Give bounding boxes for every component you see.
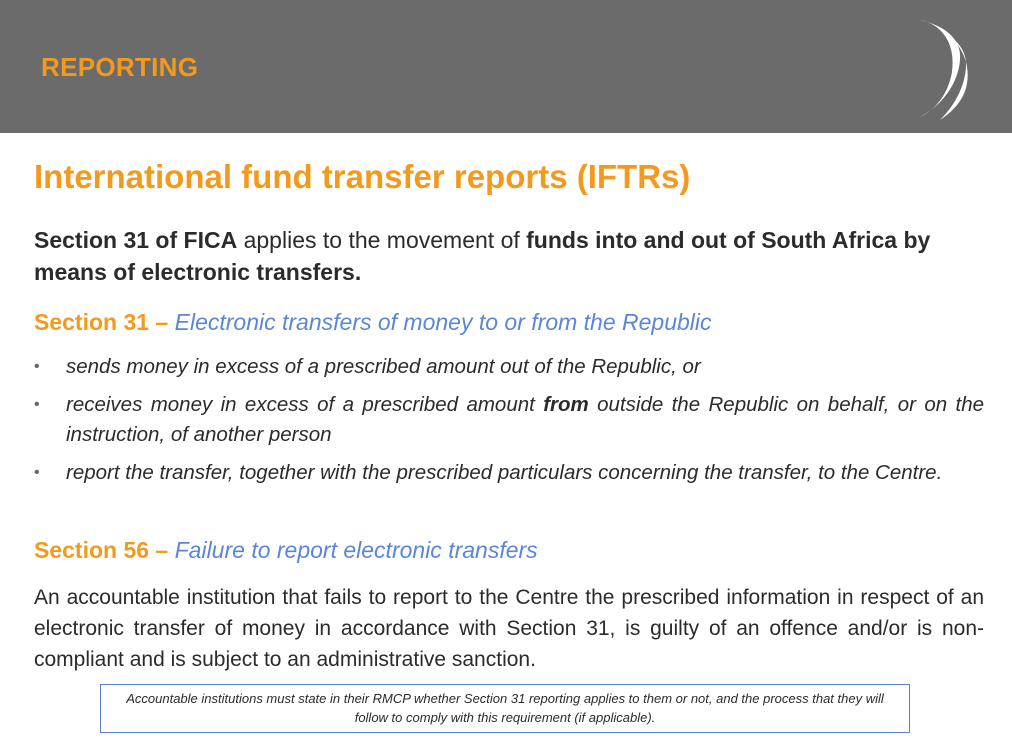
- bullet-icon: •: [34, 358, 40, 375]
- bullet-text-post: outside the Republic on behalf, or on the instruction, of another person: [66, 393, 984, 446]
- list-item: [34, 352, 984, 382]
- bullet-icon: •: [34, 396, 40, 413]
- section-31-number: Section 31: [34, 309, 150, 335]
- section-56-paragraph: An accountable institution that fails to report to the Centre the prescribed information in respect of an electronic transfer of money in accordance with Section 31, is guilty of an offence and/or is non-compliant and is subject to an administrative sanction.: [34, 586, 984, 671]
- note-box: Accountable institutions must state in their RMCP whether Section 31 reporting applies to them or not, and the process that they will follow to comply with this requirement (if applicable).: [100, 684, 910, 733]
- bullet-text: report the transfer, together with the prescribed particulars concerning the transfer, to the Centre.: [66, 461, 943, 484]
- bullet-text-bold: from: [543, 393, 589, 416]
- list-item: [34, 458, 984, 488]
- section-31-dash: –: [149, 309, 175, 335]
- list-item: [34, 390, 984, 450]
- section-56-number: Section 56: [34, 537, 150, 563]
- section-31-bullet-list: [34, 352, 984, 496]
- header-banner: [0, 0, 1012, 133]
- bullet-text: sends money in excess of a prescribed amount out of the Republic, or: [66, 355, 701, 378]
- intro-bold-1: Section 31 of FICA: [34, 227, 238, 253]
- swoosh-logo-icon: [912, 14, 978, 122]
- section-56-heading: [34, 537, 538, 564]
- intro-plain: applies to the movement of: [237, 227, 527, 253]
- intro-bold-2: funds into and out of South Africa by means of electronic transfers.: [34, 227, 931, 285]
- bullet-text-pre: receives money in excess of a prescribed amount: [66, 393, 544, 416]
- bullet-icon: •: [34, 464, 40, 481]
- section-31-subtitle: Electronic transfers of money to or from the Republic: [174, 309, 712, 335]
- section-56-dash: –: [149, 537, 175, 563]
- section-31-heading: [34, 309, 712, 336]
- section-56-subtitle: Failure to report electronic transfers: [174, 537, 538, 563]
- page-title: International fund transfer reports (IFTRs): [34, 158, 691, 195]
- intro-text: [34, 224, 984, 288]
- header-title: REPORTING: [41, 52, 199, 82]
